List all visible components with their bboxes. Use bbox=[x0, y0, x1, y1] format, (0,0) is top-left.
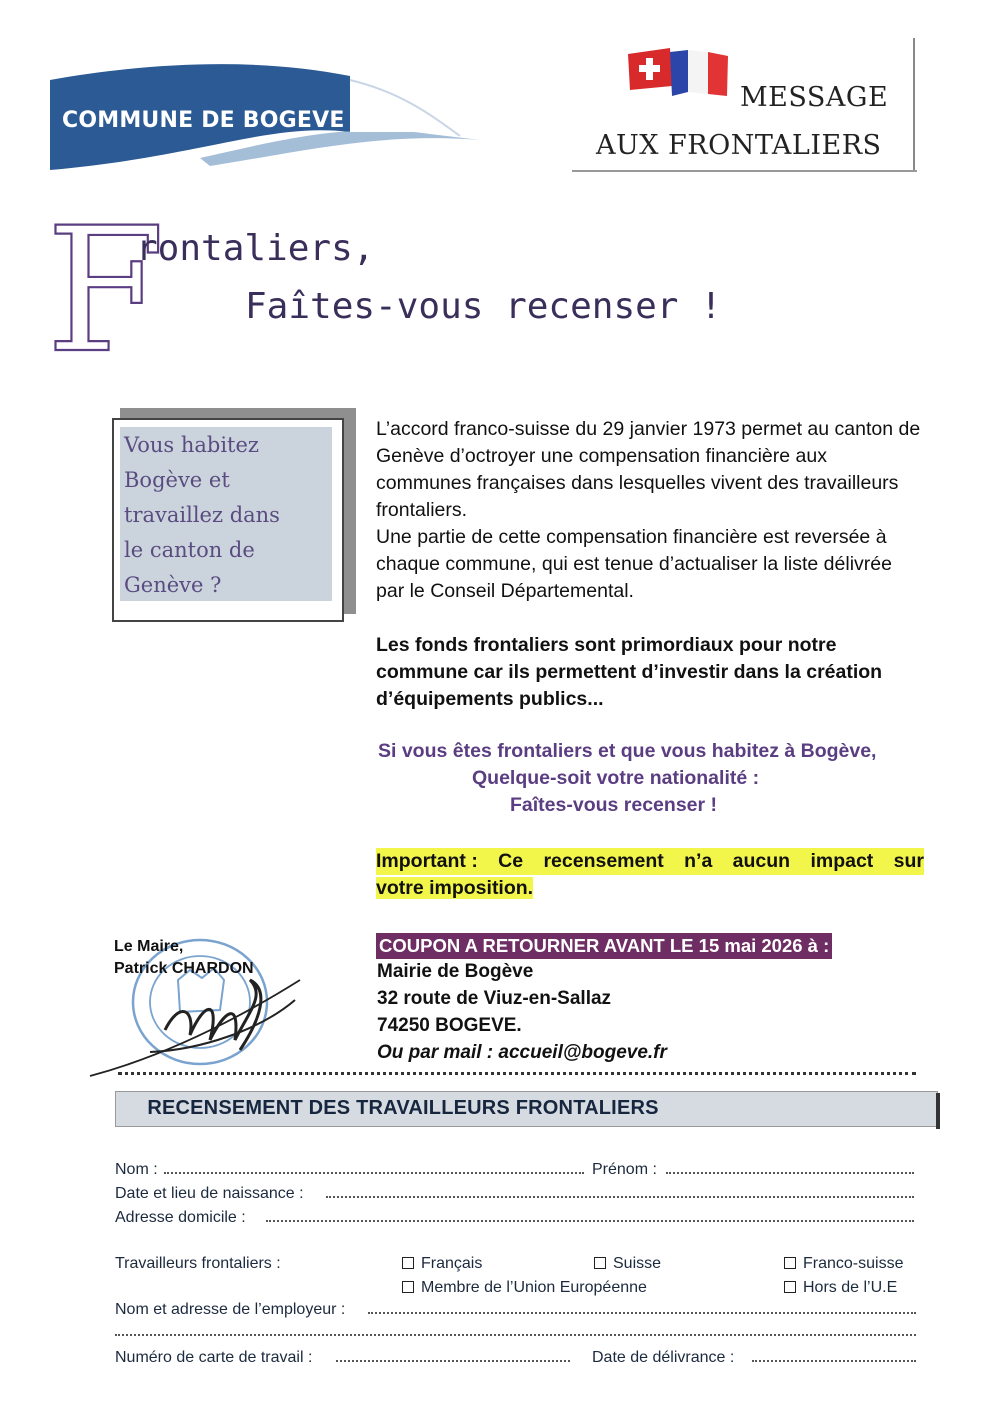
sidebox-line: Vous habitez bbox=[124, 433, 259, 457]
field-employeur-line2[interactable] bbox=[115, 1334, 916, 1336]
sidebox-line: Bogève et bbox=[124, 468, 230, 492]
field-prenom[interactable] bbox=[666, 1172, 914, 1174]
form-header-shadow bbox=[936, 1093, 940, 1129]
field-delivrance[interactable] bbox=[752, 1360, 916, 1362]
paragraph-fonds: Les fonds frontaliers sont primordiaux pour notre commune car ils permettent d’investir dans la création d’équipements publics... bbox=[376, 634, 883, 710]
label-prenom: Prénom : bbox=[592, 1161, 657, 1178]
sidebox-question bbox=[124, 428, 332, 603]
sidebox-line: travaillez dans bbox=[124, 503, 280, 527]
form-title bbox=[115, 1094, 935, 1122]
important-word: impact bbox=[810, 850, 874, 872]
signature-name: Patrick CHARDON bbox=[114, 960, 254, 977]
option-label: Membre de l’Union Européenne bbox=[421, 1279, 647, 1296]
option-label: Suisse bbox=[613, 1255, 662, 1272]
paragraph-compensation: Une partie de cette compensation financière est reversée à chaque commune, qui est tenue d’actualiser la liste délivrée par le Conseil Départemental. bbox=[376, 526, 892, 602]
field-adresse[interactable] bbox=[266, 1220, 914, 1222]
checkbox-icon[interactable] bbox=[784, 1281, 796, 1293]
option-suisse[interactable] bbox=[594, 1254, 661, 1274]
checkbox-icon[interactable] bbox=[402, 1257, 414, 1269]
coupon-address-line3: 74250 BOGEVE. bbox=[377, 1015, 522, 1036]
form-title-text: RECENSEMENT DES TRAVAILLEURS FRONTALIERS bbox=[147, 1097, 659, 1119]
message-line2: AUX FRONTALIERS bbox=[596, 130, 882, 161]
label-adresse: Adresse domicile : bbox=[115, 1209, 246, 1226]
sidebox-line: le canton de bbox=[124, 538, 255, 562]
label-carte: Numéro de carte de travail : bbox=[115, 1349, 313, 1366]
call-line1: Si vous êtes frontaliers et que vous habitez à Bogève, bbox=[378, 740, 877, 762]
important-word: Important : bbox=[376, 850, 478, 872]
important-word: recensement bbox=[543, 850, 664, 872]
checkbox-icon[interactable] bbox=[402, 1281, 414, 1293]
label-delivrance: Date de délivrance : bbox=[592, 1349, 735, 1366]
label-nom: Nom : bbox=[115, 1161, 158, 1178]
option-hors-ue[interactable] bbox=[784, 1278, 897, 1298]
field-nom[interactable] bbox=[164, 1172, 584, 1174]
option-label: Français bbox=[421, 1255, 483, 1272]
signature-block bbox=[114, 936, 254, 980]
important-word: n’a bbox=[684, 850, 713, 872]
option-francais[interactable] bbox=[402, 1254, 482, 1274]
coupon-address-line1: Mairie de Bogève bbox=[377, 961, 534, 982]
option-label: Franco-suisse bbox=[803, 1255, 904, 1272]
paragraph-accord: L’accord franco-suisse du 29 janvier 1973 permet au canton de Genève d’octroyer une compensation financière aux communes françaises dans lesquelles vivent des travailleurs frontaliers. bbox=[376, 418, 921, 521]
important-line2: votre imposition. bbox=[376, 877, 534, 899]
svg-text:F: F bbox=[46, 190, 166, 391]
coupon-address-line2: 32 route de Viuz-en-Sallaz bbox=[377, 988, 612, 1009]
call-line3: Faîtes-vous recenser ! bbox=[510, 794, 718, 816]
label-travailleurs: Travailleurs frontaliers : bbox=[115, 1255, 281, 1272]
important-word: sur bbox=[893, 850, 924, 872]
label-employeur: Nom et adresse de l’employeur : bbox=[115, 1301, 346, 1318]
signature-role: Le Maire, bbox=[114, 938, 184, 955]
headline-initial bbox=[46, 190, 166, 391]
option-franco-suisse[interactable] bbox=[784, 1254, 903, 1274]
coupon-heading: COUPON A RETOURNER AVANT LE 15 mai 2026 à : bbox=[376, 933, 832, 959]
commune-title: COMMUNE DE BOGEVE bbox=[62, 108, 345, 133]
header-rule-horizontal bbox=[572, 170, 917, 172]
checkbox-icon[interactable] bbox=[784, 1257, 796, 1269]
headline-line2: Faîtes-vous recenser ! bbox=[245, 286, 722, 327]
field-naissance[interactable] bbox=[326, 1196, 914, 1198]
coupon-mail[interactable]: Ou par mail : accueil@bogeve.fr bbox=[377, 1042, 667, 1063]
checkbox-icon[interactable] bbox=[594, 1257, 606, 1269]
call-line2: Quelque-soit votre nationalité : bbox=[472, 767, 760, 789]
option-label: Hors de l’U.E bbox=[803, 1279, 898, 1296]
cut-line bbox=[118, 1072, 916, 1080]
field-employeur[interactable] bbox=[368, 1312, 916, 1314]
important-word: Ce bbox=[498, 850, 524, 872]
label-naissance: Date et lieu de naissance : bbox=[115, 1185, 304, 1202]
headline-line1: rontaliers, bbox=[136, 228, 375, 269]
swiss-french-flags-icon bbox=[624, 40, 734, 100]
message-line1: MESSAGE bbox=[740, 82, 889, 113]
sidebox-line: Genève ? bbox=[124, 573, 222, 597]
important-word: aucun bbox=[732, 850, 791, 872]
important-notice bbox=[376, 848, 924, 902]
header-rule-vertical bbox=[913, 38, 915, 171]
field-carte[interactable] bbox=[336, 1360, 570, 1362]
option-ue[interactable] bbox=[402, 1278, 647, 1298]
